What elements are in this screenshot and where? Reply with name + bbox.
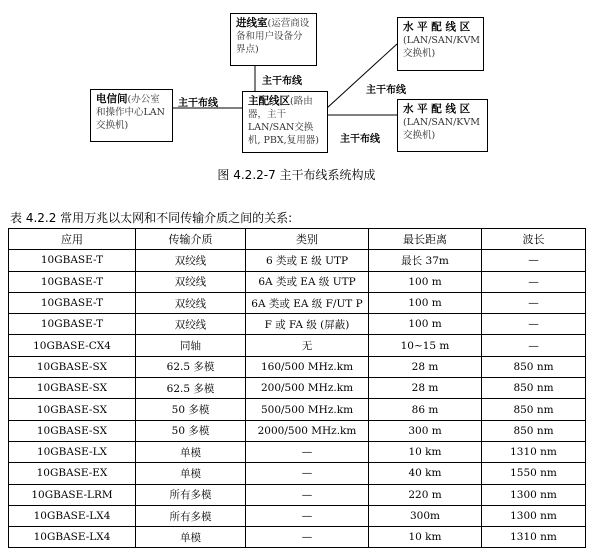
cell-medium: 所有多模 bbox=[136, 484, 246, 505]
cell-medium: 同轴 bbox=[136, 335, 246, 356]
cell-category: 6A 类或 EA 级 F/UT P bbox=[246, 292, 369, 313]
col-header-application: 应用 bbox=[9, 229, 136, 250]
cell-application: 10GBASE-SX bbox=[9, 356, 136, 377]
cell-max-distance: 100 m bbox=[369, 271, 482, 292]
cell-medium: 所有多模 bbox=[136, 505, 246, 526]
table-row bbox=[9, 335, 586, 356]
cell-category: — bbox=[246, 527, 369, 548]
cell-wavelength: — bbox=[482, 250, 586, 271]
cell-application: 10GBASE-T bbox=[9, 250, 136, 271]
table-row bbox=[9, 463, 586, 484]
table-title: 表 4.2.2 常用万兆以太网和不同传输介质之间的关系: bbox=[10, 211, 293, 225]
cell-medium: 62.5 多模 bbox=[136, 378, 246, 399]
cell-wavelength: 1300 nm bbox=[482, 484, 586, 505]
table-row bbox=[9, 271, 586, 292]
cell-category: 6A 类或 EA 级 UTP bbox=[246, 271, 369, 292]
cell-category: — bbox=[246, 441, 369, 462]
entry-room-text: (运营商设备和用户设备分界点) bbox=[236, 18, 310, 55]
cell-max-distance: 10~15 m bbox=[369, 335, 482, 356]
telecom-room-title: 电信间 bbox=[96, 93, 128, 105]
cell-medium: 双绞线 bbox=[136, 292, 246, 313]
hz-area-1-text: (LAN/SAN/KVM交换机) bbox=[403, 35, 480, 59]
cell-category: — bbox=[246, 463, 369, 484]
cell-application: 10GBASE-LX4 bbox=[9, 527, 136, 548]
horizontal-area-box-2 bbox=[397, 99, 488, 152]
cell-medium: 单模 bbox=[136, 527, 246, 548]
table-row bbox=[9, 441, 586, 462]
cell-max-distance: 10 km bbox=[369, 527, 482, 548]
cell-max-distance: 最长 37m bbox=[369, 250, 482, 271]
cell-medium: 双绞线 bbox=[136, 250, 246, 271]
cell-category: — bbox=[246, 505, 369, 526]
cell-application: 10GBASE-LX4 bbox=[9, 505, 136, 526]
cell-max-distance: 10 km bbox=[369, 441, 482, 462]
cell-max-distance: 28 m bbox=[369, 378, 482, 399]
table-row bbox=[9, 484, 586, 505]
horizontal-area-box-1 bbox=[397, 17, 484, 71]
table-row bbox=[9, 250, 586, 271]
backbone-label: 主干布线 bbox=[262, 76, 302, 87]
cell-wavelength: 1310 nm bbox=[482, 441, 586, 462]
cell-application: 10GBASE-EX bbox=[9, 463, 136, 484]
entry-room-box bbox=[230, 13, 317, 66]
cell-category: 2000/500 MHz.km bbox=[246, 420, 369, 441]
cell-wavelength: 850 nm bbox=[482, 420, 586, 441]
cell-application: 10GBASE-LRM bbox=[9, 484, 136, 505]
cell-max-distance: 220 m bbox=[369, 484, 482, 505]
backbone-label: 主干布线 bbox=[340, 134, 380, 145]
cell-application: 10GBASE-T bbox=[9, 292, 136, 313]
cell-wavelength: — bbox=[482, 314, 586, 335]
main-area-title: 主配线区 bbox=[248, 95, 290, 107]
cell-wavelength: 850 nm bbox=[482, 356, 586, 377]
cell-medium: 双绞线 bbox=[136, 271, 246, 292]
table-row bbox=[9, 399, 586, 420]
cell-category: 无 bbox=[246, 335, 369, 356]
cell-wavelength: 850 nm bbox=[482, 399, 586, 420]
ethernet-media-table bbox=[8, 228, 586, 548]
cell-medium: 50 多模 bbox=[136, 399, 246, 420]
cell-medium: 单模 bbox=[136, 441, 246, 462]
cell-application: 10GBASE-SX bbox=[9, 399, 136, 420]
cell-medium: 双绞线 bbox=[136, 314, 246, 335]
main-area-text: (路由器，主干LAN/SAN交换机, PBX,复用器) bbox=[248, 96, 319, 146]
cell-medium: 单模 bbox=[136, 463, 246, 484]
cell-category: — bbox=[246, 484, 369, 505]
table-row bbox=[9, 314, 586, 335]
cell-max-distance: 28 m bbox=[369, 356, 482, 377]
table-row bbox=[9, 505, 586, 526]
cell-max-distance: 300m bbox=[369, 505, 482, 526]
table-row bbox=[9, 356, 586, 377]
cell-max-distance: 86 m bbox=[369, 399, 482, 420]
telecom-room-box bbox=[90, 89, 173, 142]
cell-application: 10GBASE-LX bbox=[9, 441, 136, 462]
cell-wavelength: 1310 nm bbox=[482, 527, 586, 548]
table-row bbox=[9, 292, 586, 313]
link-main-hz1 bbox=[327, 44, 397, 108]
cell-category: 160/500 MHz.km bbox=[246, 356, 369, 377]
hz-area-2-text: (LAN/SAN/KVM交换机) bbox=[403, 117, 480, 141]
cell-category: 6 类或 E 级 UTP bbox=[246, 250, 369, 271]
cell-application: 10GBASE-T bbox=[9, 314, 136, 335]
figure-caption: 图 4.2.2-7 主干布线系统构成 bbox=[217, 168, 376, 182]
col-header-category: 类别 bbox=[246, 229, 369, 250]
cell-max-distance: 40 km bbox=[369, 463, 482, 484]
cell-max-distance: 100 m bbox=[369, 292, 482, 313]
col-header-medium: 传输介质 bbox=[136, 229, 246, 250]
cell-wavelength: — bbox=[482, 292, 586, 313]
table-header-row bbox=[9, 229, 586, 250]
entry-room-title: 进线室 bbox=[236, 17, 268, 29]
cell-category: F 或 FA 级 (屏蔽) bbox=[246, 314, 369, 335]
cell-medium: 62.5 多模 bbox=[136, 356, 246, 377]
col-header-wavelength: 波长 bbox=[482, 229, 586, 250]
col-header-max-distance: 最长距离 bbox=[369, 229, 482, 250]
cell-application: 10GBASE-SX bbox=[9, 420, 136, 441]
cell-category: 200/500 MHz.km bbox=[246, 378, 369, 399]
main-distribution-box bbox=[242, 91, 328, 153]
table-row bbox=[9, 378, 586, 399]
cell-medium: 50 多模 bbox=[136, 420, 246, 441]
hz-area-1-title: 水 平 配 线 区 bbox=[403, 21, 471, 33]
cell-wavelength: — bbox=[482, 335, 586, 356]
cell-wavelength: 1550 nm bbox=[482, 463, 586, 484]
cell-max-distance: 100 m bbox=[369, 314, 482, 335]
hz-area-2-title: 水 平 配 线 区 bbox=[403, 103, 471, 115]
cell-application: 10GBASE-T bbox=[9, 271, 136, 292]
cell-wavelength: — bbox=[482, 271, 586, 292]
telecom-room-text: (办公室和操作中心LAN交换机) bbox=[96, 94, 165, 131]
backbone-label: 主干布线 bbox=[366, 85, 406, 96]
backbone-label: 主干布线 bbox=[178, 98, 218, 109]
cell-wavelength: 1300 nm bbox=[482, 505, 586, 526]
table-row bbox=[9, 420, 586, 441]
table-row bbox=[9, 527, 586, 548]
cell-wavelength: 850 nm bbox=[482, 378, 586, 399]
cell-category: 500/500 MHz.km bbox=[246, 399, 369, 420]
cell-application: 10GBASE-SX bbox=[9, 378, 136, 399]
cell-max-distance: 300 m bbox=[369, 420, 482, 441]
cell-application: 10GBASE-CX4 bbox=[9, 335, 136, 356]
